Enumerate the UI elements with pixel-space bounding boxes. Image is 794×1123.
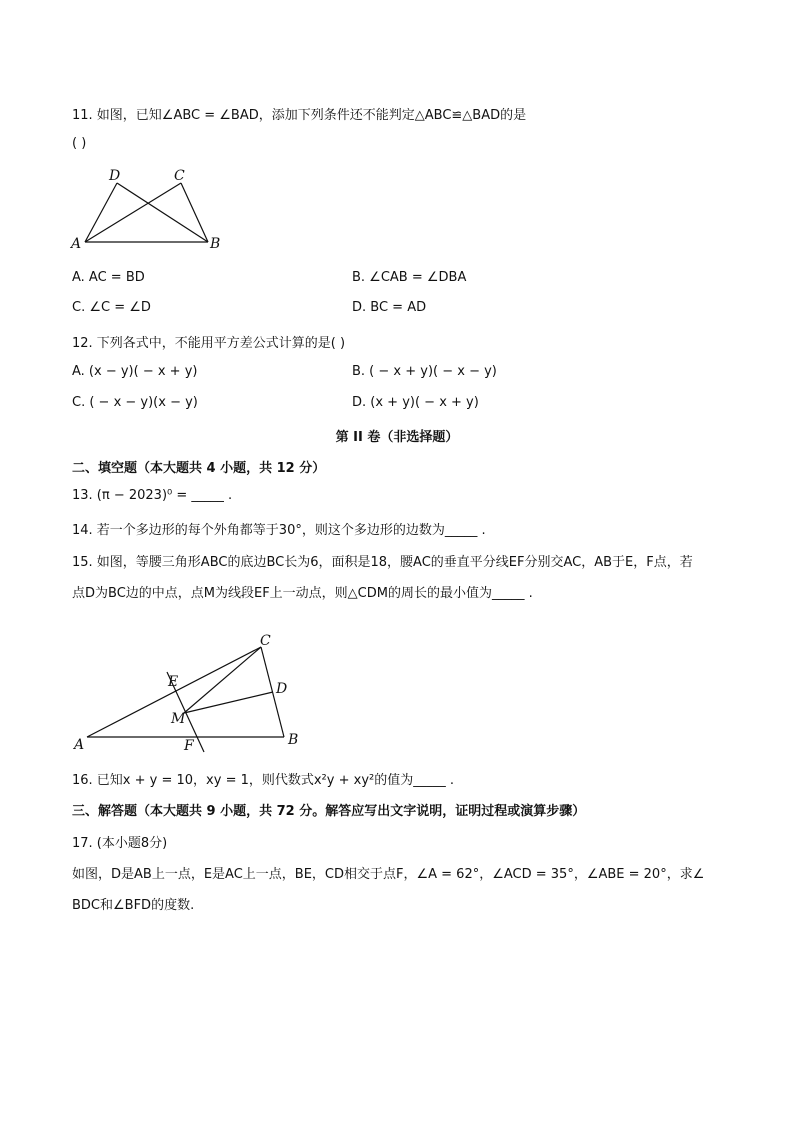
q12-option-a: A. (x − y)( − x + y) bbox=[72, 364, 198, 379]
q14: 14. 若一个多边形的每个外角都等于30°，则这个多边形的边数为_____ . bbox=[72, 523, 486, 538]
q15-figure bbox=[68, 632, 318, 757]
q13: 13. (π − 2023)⁰ = _____ . bbox=[72, 488, 233, 503]
q15-label-F: F bbox=[184, 738, 194, 754]
q11-segment-AD bbox=[85, 183, 117, 242]
q15-segment-MD bbox=[184, 692, 273, 713]
q15-label-D: D bbox=[276, 681, 288, 697]
q15-segment-MC bbox=[184, 647, 261, 713]
q15-line1: 15. 如图，等腰三角形ABC的底边BC长为6，面积是18，腰AC的垂直平分线EF分别交AC，AB于E，F点，若 bbox=[72, 555, 693, 570]
q12-stem: 12. 下列各式中，不能用平方差公式计算的是( ) bbox=[72, 336, 346, 351]
q12-option-d: D. (x + y)( − x + y) bbox=[352, 395, 479, 410]
q15-label-M: M bbox=[171, 711, 186, 727]
part2-title: 第 II 卷（非选择题） bbox=[335, 430, 459, 445]
q11-answer-paren: ( ) bbox=[72, 136, 87, 151]
q11-label-B: B bbox=[210, 236, 221, 252]
q11-figure bbox=[68, 162, 238, 254]
q12-option-b: B. ( − x + y)( − x − y) bbox=[352, 364, 497, 379]
q11-option-d: D. BC = AD bbox=[352, 300, 427, 315]
q15-label-B: B bbox=[288, 732, 299, 748]
q11-option-c: C. ∠C = ∠D bbox=[72, 300, 151, 315]
q17-line1: 如图，D是AB上一点，E是AC上一点，BE，CD相交于点F，∠A = 62°，∠ACD = 35°，∠ABE = 20°，求∠ bbox=[72, 867, 705, 882]
q15-label-A: A bbox=[74, 737, 85, 753]
q11-option-b: B. ∠CAB = ∠DBA bbox=[352, 270, 467, 285]
q17-line2: BDC和∠BFD的度数. bbox=[72, 898, 195, 913]
q11-option-a: A. AC = BD bbox=[72, 270, 145, 285]
q15-line2: 点D为BC边的中点，点M为线段EF上一动点，则△CDM的周长的最小值为_____ . bbox=[72, 586, 533, 601]
q11-stem: 11. 如图，已知∠ABC = ∠BAD，添加下列条件还不能判定△ABC≌△BAD的是 bbox=[72, 108, 527, 123]
section2-heading: 二、填空题（本大题共 4 小题，共 12 分） bbox=[72, 461, 326, 476]
q12-option-c: C. ( − x − y)(x − y) bbox=[72, 395, 198, 410]
q11-label-A: A bbox=[71, 236, 82, 252]
q11-label-D: D bbox=[109, 168, 121, 184]
q17-head: 17. (本小题8分) bbox=[72, 836, 168, 851]
section3-heading: 三、解答题（本大题共 9 小题，共 72 分。解答应写出文字说明，证明过程或演算步骤） bbox=[72, 804, 586, 819]
q16: 16. 已知x + y = 10，xy = 1，则代数式x²y + xy²的值为_____ . bbox=[72, 773, 454, 788]
q11-segment-AC bbox=[85, 183, 181, 242]
q15-label-C: C bbox=[260, 633, 271, 649]
q15-label-E: E bbox=[168, 674, 179, 690]
q11-label-C: C bbox=[174, 168, 185, 184]
